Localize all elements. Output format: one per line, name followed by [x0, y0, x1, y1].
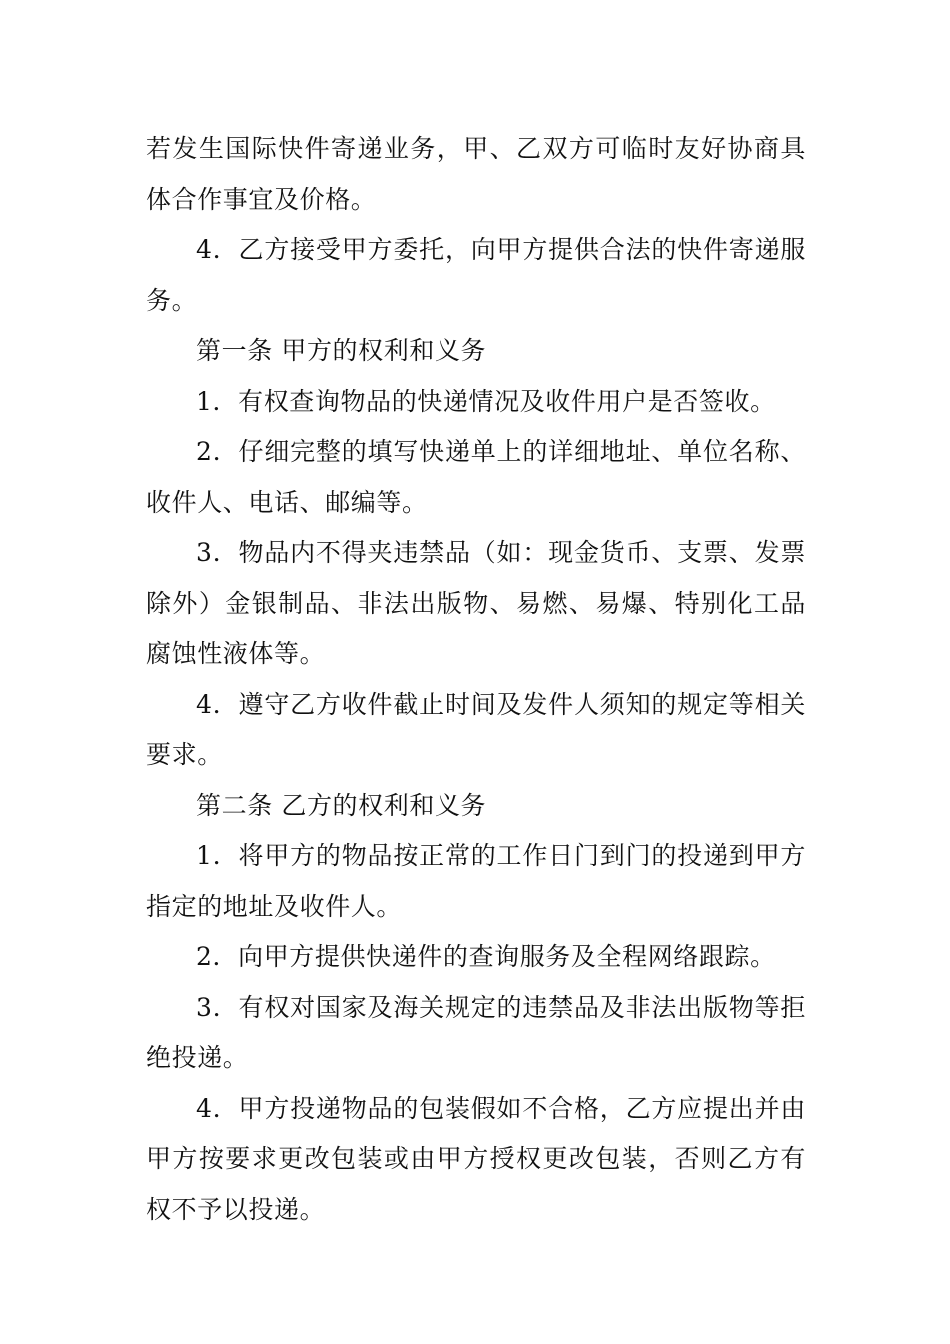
document-body [146, 124, 806, 1235]
section-heading-article-1: 第一条 甲方的权利和义务 [196, 336, 487, 365]
paragraph-international-express: 若发生国际快件寄递业务，甲、乙双方可临时友好协商具体合作事宜及价格。 [146, 134, 806, 214]
paragraph-article2-item1: 1．将甲方的物品按正常的工作日门到门的投递到甲方指定的地址及收件人。 [146, 841, 806, 921]
paragraph-clause-4-commission: 4．乙方接受甲方委托，向甲方提供合法的快件寄递服务。 [146, 235, 806, 315]
paragraph-article1-item1: 1．有权查询物品的快递情况及收件用户是否签收。 [196, 386, 776, 416]
section-heading-article-2: 第二条 乙方的权利和义务 [196, 790, 487, 820]
paragraph-article1-item2: 2．仔细完整的填写快递单上的详细地址、单位名称、收件人、电话、邮编等。 [146, 437, 806, 517]
paragraph-article2-item2: 2．向甲方提供快递件的查询服务及全程网络跟踪。 [196, 942, 776, 971]
paragraph-article1-item3: 3．物品内不得夹违禁品（如：现金货币、支票、发票除外）金银制品、非法出版物、易燃、易爆、特别化工品腐蚀性液体等。 [146, 538, 806, 668]
paragraph-article2-item3: 3．有权对国家及海关规定的违禁品及非法出版物等拒绝投递。 [146, 992, 806, 1072]
paragraph-article1-item4: 4．遵守乙方收件截止时间及发件人须知的规定等相关要求。 [146, 689, 806, 769]
paragraph-article2-item4: 4．甲方投递物品的包装假如不合格，乙方应提出并由甲方按要求更改包装或由甲方授权更改包装，否则乙方有权不予以投递。 [146, 1093, 806, 1224]
